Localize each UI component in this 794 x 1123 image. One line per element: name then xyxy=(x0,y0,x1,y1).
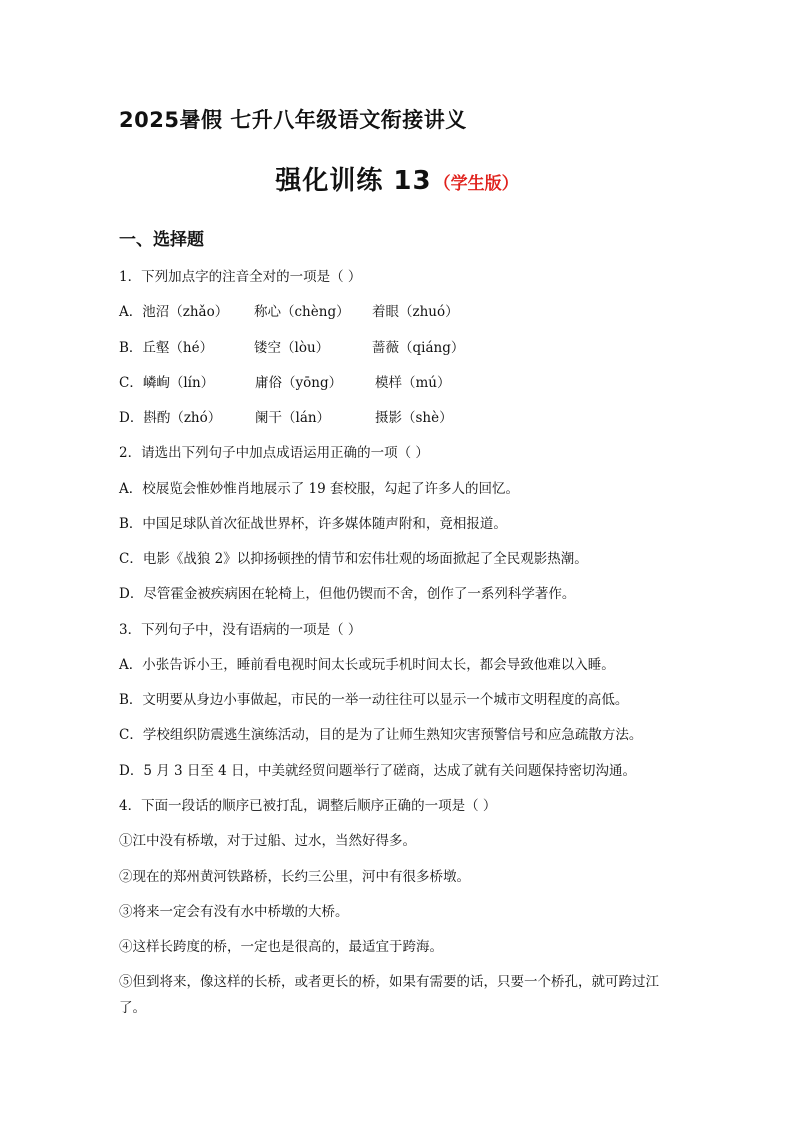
question-4-item-5: ⑤但到将来，像这样的长桥，或者更长的桥，如果有需要的话，只要一个桥孔，就可跨过江了。 xyxy=(119,974,659,1016)
option-a-word-1: A．池沼（zhǎo） xyxy=(119,304,229,320)
option-b-word-1: B．丘壑（hé） xyxy=(119,340,214,356)
option-d-word-2: 阑干（lán） xyxy=(255,410,331,426)
question-1-option-c xyxy=(119,372,451,394)
question-3-option-a: A．小张告诉小王，睡前看电视时间太长或玩手机时间太长，都会导致他难以入睡。 xyxy=(119,657,615,673)
question-2-option-b: B．中国足球队首次征战世界杯，许多媒体随声附和，竟相报道。 xyxy=(119,516,507,532)
question-3-stem: 3．下列句子中，没有语病的一项是（ ） xyxy=(119,622,362,638)
option-b-word-3: 蔷薇（qiáng） xyxy=(372,340,465,356)
student-version-label: （学生版） xyxy=(433,174,519,194)
question-4-item-2: ②现在的郑州黄河铁路桥，长约三公里，河中有很多桥墩。 xyxy=(119,869,470,885)
option-d-word-3: 摄影（shè） xyxy=(375,410,453,426)
page-title xyxy=(0,160,794,197)
question-4-stem: 4．下面一段话的顺序已被打乱，调整后顺序正确的一项是（ ） xyxy=(119,798,497,814)
option-d-word-1: D．斟酌（zhó） xyxy=(119,410,222,426)
lecture-series-title: 2025暑假 七升八年级语文衔接讲义 xyxy=(119,108,467,132)
question-1-option-d xyxy=(119,407,453,429)
question-4-item-4: ④这样长跨度的桥，一定也是很高的，最适宜于跨海。 xyxy=(119,939,443,955)
question-4-item-3: ③将来一定会有没有水中桥墩的大桥。 xyxy=(119,904,349,920)
question-1-option-a xyxy=(119,301,459,323)
option-c-word-2: 庸俗（yōng） xyxy=(255,375,343,391)
question-3-option-c: C．学校组织防震逃生演练活动，目的是为了让师生熟知灾害预警信号和应急疏散方法。 xyxy=(119,727,643,743)
section-heading: 一、选择题 xyxy=(119,230,204,250)
option-c-word-1: C．嶙峋（lín） xyxy=(119,375,215,391)
question-4-item-1: ①江中没有桥墩，对于过船、过水，当然好得多。 xyxy=(119,833,416,849)
question-2-option-d: D．尽管霍金被疾病困在轮椅上，但他仍锲而不舍，创作了一系列科学著作。 xyxy=(119,586,576,602)
question-2-option-a: A．校展览会惟妙惟肖地展示了 19 套校服，勾起了许多人的回忆。 xyxy=(119,481,520,497)
question-2-stem: 2．请选出下列句子中加点成语运用正确的一项（ ） xyxy=(119,445,429,461)
training-title: 强化训练 13 xyxy=(275,166,432,196)
option-a-word-3: 着眼（zhuó） xyxy=(372,304,459,320)
question-2-option-c: C．电影《战狼 2》以抑扬顿挫的情节和宏伟壮观的场面掀起了全民观影热潮。 xyxy=(119,551,588,567)
option-a-word-2: 称心（chèng） xyxy=(254,304,350,320)
option-c-word-3: 模样（mú） xyxy=(375,375,451,391)
question-3-option-b: B．文明要从身边小事做起，市民的一举一动往往可以显示一个城市文明程度的高低。 xyxy=(119,692,629,708)
question-1-stem: 1．下列加点字的注音全对的一项是（ ） xyxy=(119,269,362,285)
option-b-word-2: 镂空（lòu） xyxy=(254,340,330,356)
question-3-option-d: D．5 月 3 日至 4 日，中美就经贸问题举行了磋商，达成了就有关问题保持密切沟通。 xyxy=(119,763,637,779)
question-1-option-b xyxy=(119,337,464,359)
